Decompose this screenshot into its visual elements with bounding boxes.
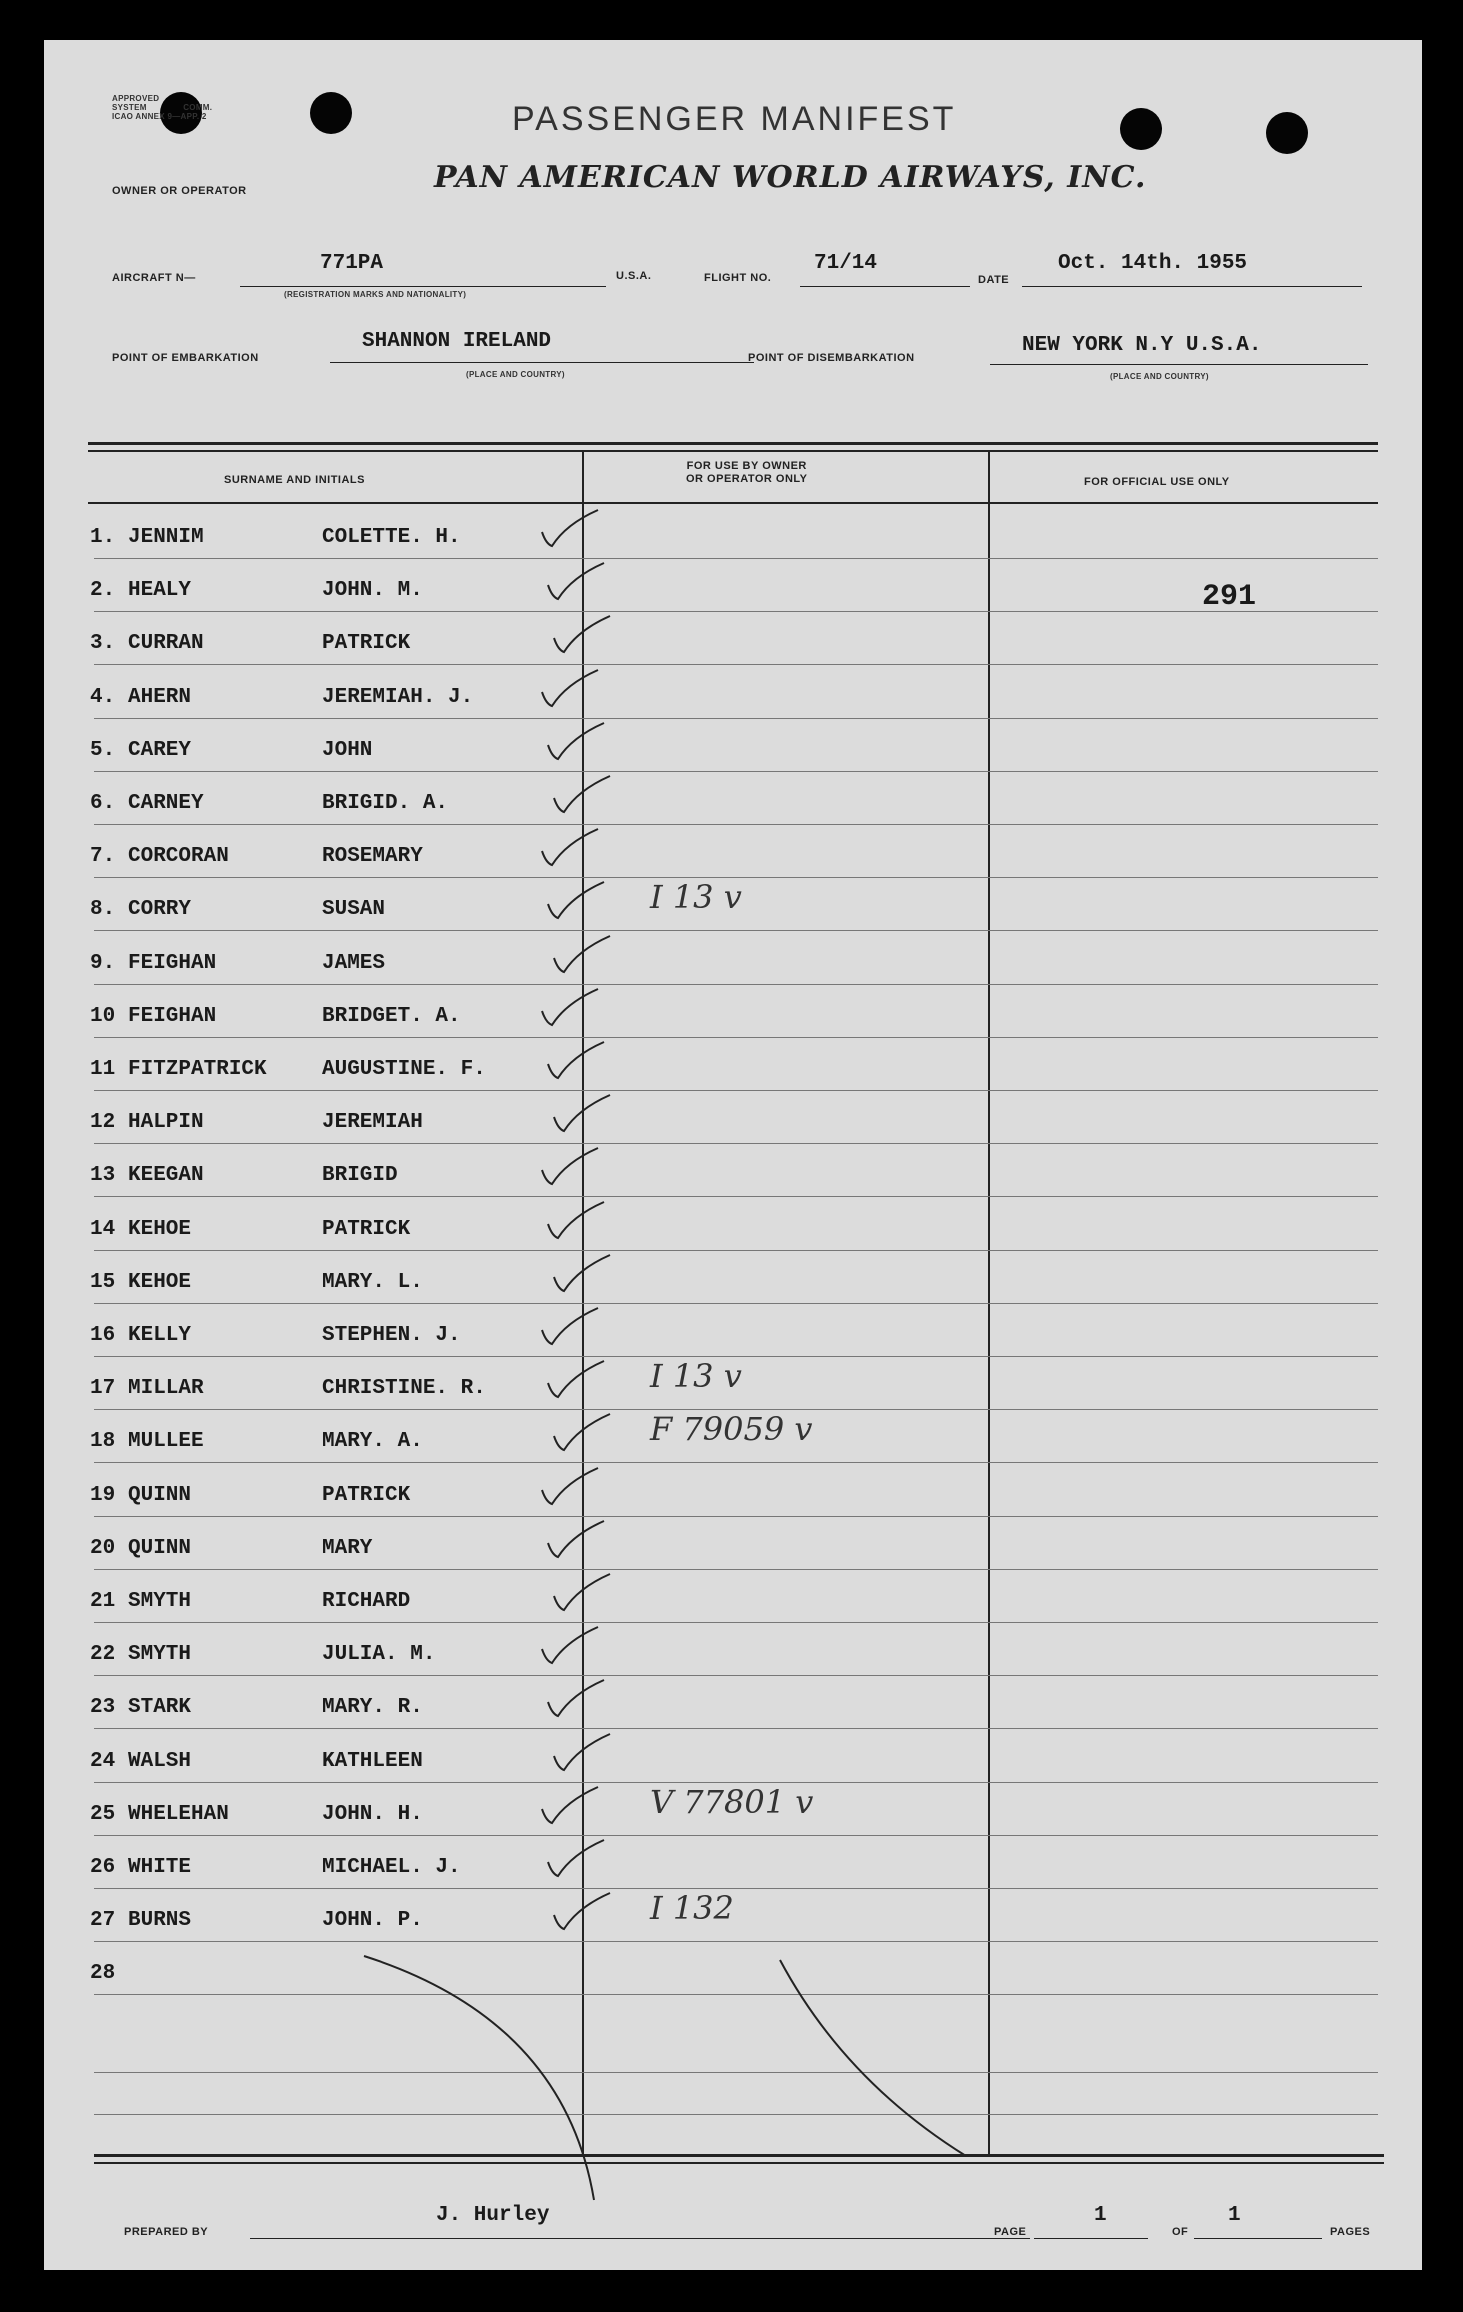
passenger-surname: CORRY — [128, 898, 192, 922]
passenger-surname: KEEGAN — [128, 1164, 204, 1188]
passenger-num: 24 — [90, 1749, 116, 1773]
passenger-initials: MARY. L. — [322, 1270, 423, 1294]
official-number: 291 — [1202, 580, 1257, 614]
prepared-by-value: J. Hurley — [436, 2204, 550, 2227]
passenger-num: 5. — [90, 738, 116, 762]
passenger-initials: JOHN. H. — [322, 1802, 423, 1826]
passenger-num: 27 — [90, 1909, 116, 1933]
prepared-label: PREPARED BY — [124, 2226, 209, 2238]
owner-note: I 13 v — [650, 1357, 742, 1396]
passenger-num: 23 — [90, 1696, 116, 1720]
passenger-initials: JULIA. M. — [322, 1643, 436, 1667]
passenger-initials: MARY — [322, 1536, 373, 1560]
passenger-surname: MILLAR — [128, 1377, 204, 1401]
passenger-surname: WHELEHAN — [128, 1802, 229, 1826]
disembark-note: (PLACE AND COUNTRY) — [1110, 372, 1209, 381]
passenger-surname: AHERN — [128, 685, 192, 709]
passenger-num: 1. — [90, 526, 116, 549]
passenger-surname: HEALY — [128, 579, 192, 603]
passenger-initials: PATRICK — [322, 1483, 411, 1507]
passenger-num: 3. — [90, 632, 116, 656]
passenger-initials: ROSEMARY — [322, 845, 423, 869]
passenger-num: 25 — [90, 1802, 116, 1826]
column-header-surname: SURNAME AND INITIALS — [224, 474, 365, 486]
passenger-surname: HALPIN — [128, 1111, 204, 1135]
owner-note: I 132 — [650, 1889, 734, 1928]
passenger-num: 20 — [90, 1536, 116, 1560]
manifest-sheet — [44, 40, 1422, 2270]
column-header-owner-use: FOR USE BY OWNER OR OPERATOR ONLY — [686, 460, 808, 485]
page-label: PAGE — [994, 2226, 1027, 2238]
aircraft-value: 771PA — [320, 252, 384, 275]
cancel-strokes — [44, 40, 1422, 2270]
registration-note: (REGISTRATION MARKS AND NATIONALITY) — [284, 290, 467, 299]
passenger-num: 13 — [90, 1164, 116, 1188]
date-label: DATE — [978, 274, 1010, 286]
page-title: PASSENGER MANIFEST — [512, 100, 957, 138]
passenger-initials: STEPHEN. J. — [322, 1324, 461, 1347]
passenger-surname: WHITE — [128, 1856, 192, 1879]
passenger-surname: WALSH — [128, 1749, 192, 1773]
passenger-num: 8. — [90, 898, 116, 922]
passenger-num: 18 — [90, 1430, 116, 1454]
passenger-initials: BRIDGET. A. — [322, 1004, 461, 1028]
passenger-surname: FEIGHAN — [128, 1004, 217, 1028]
passenger-num: 16 — [90, 1324, 116, 1347]
passenger-initials: MICHAEL. J. — [322, 1856, 461, 1879]
passenger-initials: MARY. R. — [322, 1696, 423, 1720]
passenger-surname: KEHOE — [128, 1217, 192, 1241]
operator-name: PAN AMERICAN WORLD AIRWAYS, INC. — [434, 160, 1147, 195]
passenger-num: 6. — [90, 792, 116, 815]
flight-label: FLIGHT NO. — [704, 272, 772, 284]
passenger-surname: JENNIM — [128, 526, 204, 549]
passenger-num: 21 — [90, 1590, 116, 1613]
passenger-surname: CAREY — [128, 738, 192, 762]
passenger-initials: JEREMIAH — [322, 1111, 423, 1135]
passenger-initials: JOHN — [322, 738, 373, 762]
passenger-initials: CHRISTINE. R. — [322, 1377, 486, 1401]
passenger-num: 22 — [90, 1643, 116, 1667]
passenger-surname: CURRAN — [128, 632, 204, 656]
usa-label: U.S.A. — [616, 270, 652, 282]
embark-label: POINT OF EMBARKATION — [112, 352, 259, 364]
passenger-initials: PATRICK — [322, 632, 411, 656]
passenger-num: 26 — [90, 1856, 116, 1879]
passenger-surname: SMYTH — [128, 1590, 192, 1613]
passenger-surname: SMYTH — [128, 1643, 192, 1667]
disembark-value: NEW YORK N.Y U.S.A. — [1022, 334, 1262, 357]
passenger-initials: SUSAN — [322, 898, 386, 922]
passenger-num: 4. — [90, 685, 116, 709]
passenger-num: 28 — [90, 1962, 116, 1986]
of-label: OF — [1172, 2226, 1189, 2238]
passenger-surname: KEHOE — [128, 1270, 192, 1294]
passenger-initials: JEREMIAH. J. — [322, 685, 474, 709]
passenger-initials: PATRICK — [322, 1217, 411, 1241]
passenger-surname: STARK — [128, 1696, 192, 1720]
passenger-num: 14 — [90, 1217, 116, 1241]
passenger-num: 12 — [90, 1111, 116, 1135]
passenger-surname: FEIGHAN — [128, 951, 217, 975]
flight-value: 71/14 — [814, 252, 878, 275]
passenger-num: 17 — [90, 1377, 116, 1401]
passenger-initials: KATHLEEN — [322, 1749, 423, 1773]
passenger-surname: CARNEY — [128, 792, 204, 815]
aircraft-label: AIRCRAFT N— — [112, 272, 196, 284]
passenger-surname: CORCORAN — [128, 845, 229, 869]
owner-label: OWNER OR OPERATOR — [112, 185, 247, 197]
passenger-initials: RICHARD — [322, 1590, 411, 1613]
disembark-label: POINT OF DISEMBARKATION — [748, 352, 915, 364]
passenger-surname: FITZPATRICK — [128, 1058, 267, 1081]
passenger-num: 15 — [90, 1270, 116, 1294]
passenger-surname: QUINN — [128, 1536, 192, 1560]
passenger-initials: BRIGID. A. — [322, 792, 449, 815]
passenger-num: 11 — [90, 1058, 116, 1081]
owner-note: V 77801 v — [650, 1782, 814, 1821]
passenger-surname: MULLEE — [128, 1430, 204, 1454]
passenger-num: 2. — [90, 579, 116, 603]
embark-value: SHANNON IRELAND — [362, 330, 552, 353]
passenger-initials: JOHN. M. — [322, 579, 423, 603]
of-value: 1 — [1228, 2204, 1241, 2227]
approval-note: APPROVED SYSTEM COMM. ICAO ANNEX 9—APP. 2 — [112, 94, 213, 121]
passenger-num: 10 — [90, 1004, 116, 1028]
passenger-num: 19 — [90, 1483, 116, 1507]
column-header-official: FOR OFFICIAL USE ONLY — [1084, 476, 1230, 488]
passenger-initials: MARY. A. — [322, 1430, 423, 1454]
passenger-num: 9. — [90, 951, 116, 975]
passenger-initials: AUGUSTINE. F. — [322, 1058, 486, 1081]
passenger-initials: COLETTE. H. — [322, 526, 461, 549]
passenger-surname: KELLY — [128, 1324, 192, 1347]
embark-note: (PLACE AND COUNTRY) — [466, 370, 565, 379]
passenger-surname: BURNS — [128, 1909, 192, 1933]
page-value: 1 — [1094, 2204, 1107, 2227]
pages-label: PAGES — [1330, 2226, 1371, 2238]
passenger-num: 7. — [90, 845, 116, 869]
passenger-initials: JAMES — [322, 951, 386, 975]
passenger-initials: JOHN. P. — [322, 1909, 423, 1933]
owner-note: F 79059 v — [650, 1410, 813, 1449]
owner-note: I 13 v — [650, 878, 742, 917]
passenger-surname: QUINN — [128, 1483, 192, 1507]
date-value: Oct. 14th. 1955 — [1058, 252, 1248, 275]
passenger-initials: BRIGID — [322, 1164, 398, 1188]
